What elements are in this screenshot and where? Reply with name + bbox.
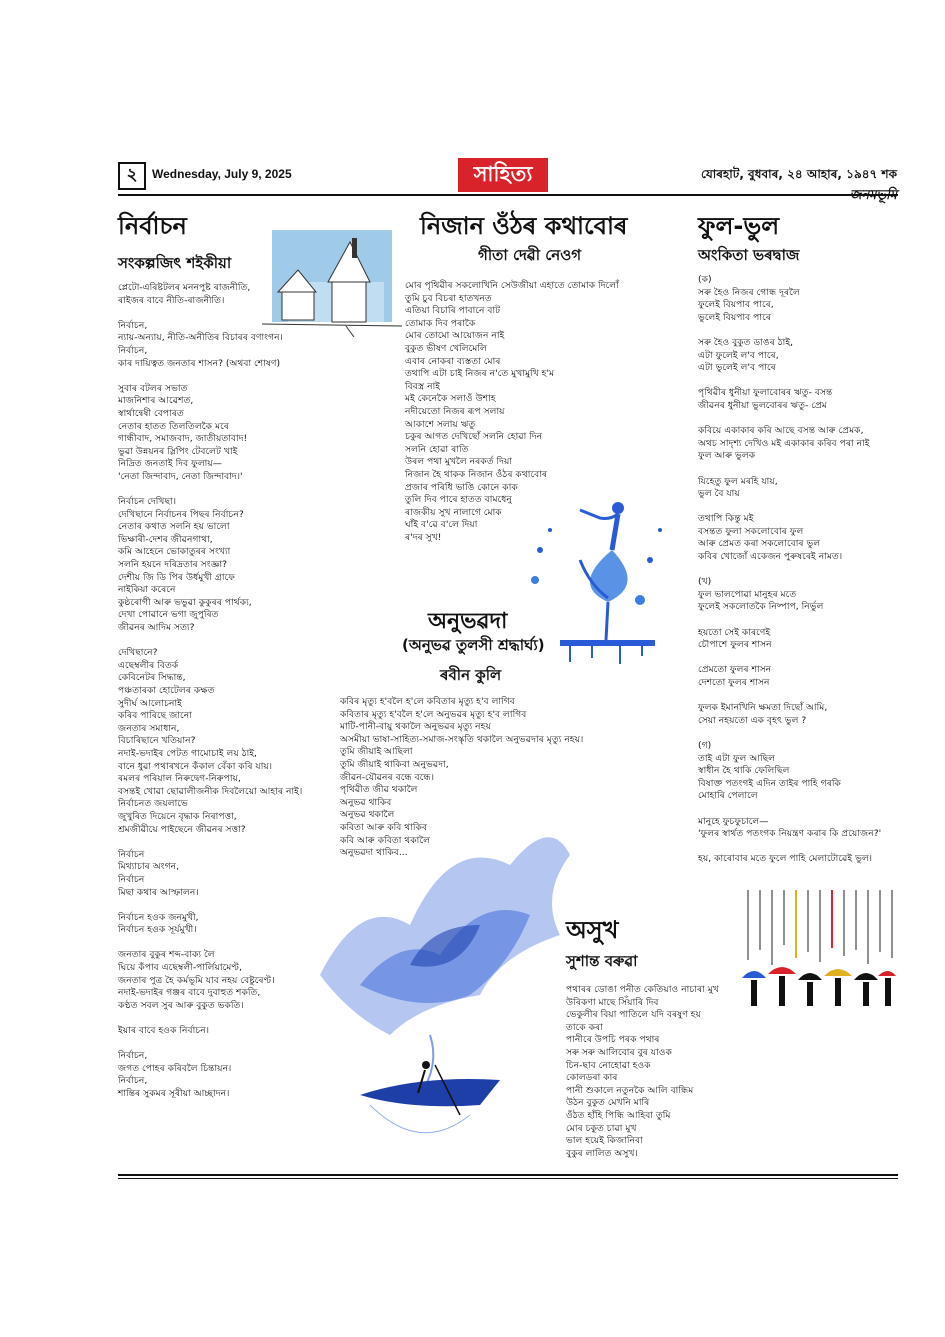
poem5-title: অসুখ	[566, 916, 619, 944]
date-english: Wednesday, July 9, 2025	[152, 167, 292, 181]
poem2-body: মোৰ পৃথিৱীৰ সকলোখিনি সেউজীয়া এহাতে তোমাক দিলোঁ তুমি চুব বিচৰা হাতখনত এতিয়া বিচাৰি পাবানে বাট তোমাক দিব পৰাকৈ মোৰ তোমো আয়োজন নাই বুকুত ভীষণ খেলিমেলি এবাৰ নোকৰা ব্যস্ততা মোৰ তথাপি এটা চাই নিজৰ ন'তে মুখামুখি হ'ম বিবস্ত্ৰ নাই মই কেনেকৈ সলাওঁ উশাহ নদীয়েতো নিজৰ ৰূপ সলায় আকাশে সলায় ঋতু চকুৰ আগত দেখিছোঁ সলনি হোৱা দিন সলনি হোৱা ৰাতি উৰল পথা মুখলৈ নৰকৰ্ত দিয়া নিজান হৈ থাকক নিজান ওঁঠৰ কথাবোৰ প্ৰজাৰ পৰিধি ভাঙি কোনে কাক তুলি দিব পাৰে হাতত বামধেনু ৰাজকীয় সুখ নালাগে মোক ঘাঁই ব'ৱে ব'লে দিয়া ৰ'দৰ সুখ!	[405, 280, 619, 543]
header-rule	[118, 194, 898, 196]
footer-rule-thin	[118, 1178, 898, 1179]
poem2-author: গীতা দেৱী নেওগ	[478, 246, 582, 264]
poem2-title: নিজান ওঁঠৰ কথাবোৰ	[420, 212, 628, 240]
sketch-houses-image	[258, 222, 406, 337]
section-banner: সাহিত্য	[458, 158, 548, 192]
poem1-author: সংকল্পজিৎ শইকীয়া	[118, 254, 232, 272]
poem5-body: পথাৰৰ ডোঙা পনীত কেতিয়াও নাচাৰা মুখ উৰিকণা মাছে সিঁয়াৰি দিব ভেকুলীৰ বিয়া পাতিলে যদি বৰষুণ হয় তাকে কৰা পানীৰে উপচি পৰক পথাৰ সৰু সৰু আলিবোৰ বুৰ যাওক চিন-ছাব নোহোৱা হওক কোলডৰা কাৰ পানী শুকালে নতুনকৈ আলি বান্ধিম উঠন বুকুত মেখনি মাৰি ওঁঠত হাঁহি পিন্ধি আহিবা তুমি মোৰ চকুত চাৱা মুখ ভাল হয়েই কিজানিবা বুকুৰ লালিত অসুখ।	[566, 984, 719, 1159]
boat-wave-image	[300, 775, 580, 1175]
poem3-author: ৰবীন কুলি	[440, 666, 502, 684]
poem4-author: অংকিতা ভৰদ্বাজ	[698, 246, 800, 264]
poem1-body: প্লেটো-এৰিষ্টটলৰ মননপুষ্ট ৰাজনীতি, ৰাইজৰ বাবে নীতি-ৰাজনীতি। নিৰ্বাচন, ন্যায়-অন্যায়, নীতি-অনীতিৰ বিচাৰৰ বণাংগন। নিৰ্বাচন, কাৰ দায়িত্বত জনতাৰ শাসন? (অথবা শোষণ) সুবাৰ বটলৰ সভাত মাজনিশাৰ আৱেশত, স্বাৰ্থান্বেষী বেপাৰত নেতাৰ হাতত তিলতিলকৈ মৰে গান্ধীবাদ, সমাজবাদ, জাতীয়তাবাদ! ভুৱা উন্নয়নৰ স্লিপিং টেবলেট খাই নিদ্ৰিত জনতাই দিব ফুলায়— 'নেতা জিন্দাবাদ, নেতা জিন্দাবাদ।' নিৰ্বাচন দেখিছা। দেখিছানে নিৰ্বাচনৰ পিছৰ নিৰ্বাচন? নেতাৰ কথাত সলনি হয় ভালো ভিক্ষাৰী-দেশৰ জীৱনগাথা, কমি আহেনে ভোকাতুৰৰ সংখ্যা সলনি হয়নে দৰিদ্ৰতাৰ সংজ্ঞা? দেশীয় জি ডি পিৰ উৰ্ধমুখী গ্ৰাফে নাইকিয়া কৰেনে কুষ্ঠৰোগী আৰু ভভুৱা কুকুৰৰ পাৰ্থক্য, দেখা পোৱানে ভগা জুপুৰিত জীৱনৰ আদিম সত্য? দেখিছানে? এছেম্বলীৰ বিতৰ্ক কেবিনেটৰ সিদ্ধান্ত, পঞ্চতাৰকা হোটেলৰ কক্ষত সুদীৰ্ঘ আলোচনাই কৰিব পাৰিছে জানো জনতাৰ সমাধান, বিচাৰিছানে খতিয়ান? নদাই-ভদাইৰ পেটত গামোচাই লয় ঠাই, বানে ধুৱা পথাৰখনে কঁকাল বেঁকা কৰি যায়। ৰমলৰ পৰিয়াল নিৰুদ্বেগ-নিৰুপায়, বসন্তই খোৱা ছোৱালীজনীক দিবলৈয়ো আহাৰ নাই। নিৰ্বাচনত জয়লাভে জুখুৰিত দিয়েনে বৃদ্ধাক নিৰাপত্তা, শ্ৰমজীৱীয়ে পাইছেনে জীৱনৰ সত্তা? নিৰ্বাচন মিথ্যাচাৰ অংগন, নিৰ্বাচন মিছা কথাৰ আস্ফালন। নিৰ্বাচন হওক জনমুখী, নিৰ্বাচন হওক সূৰ্যমুখী। জনতাৰ বুকুৰ শব্দ-বাক্য লৈ ঘিয়ে কঁপাব এছেম্বলী-পাৰ্লিয়ামেণ্ট, জনতাৰ পুত্ৰ হৈ কৰ্মভূমি যাব নহয় বেষ্টুৰেণ্ট। নদাই-ভদাইৰ গঞ্জৰ বাবে দুবাহুত শকতি, কণ্ঠত সবল সুৰ আৰু বুকুত ভকতি। ইয়াৰ বাবে হওক নিৰ্বাচন। নিৰ্বাচন, জগত পোহৰ কৰিবলৈ চিন্তায়ন। নিৰ্বাচন, শান্তিৰ সুকমৰ সূৰীয়া আচ্ছাদন।	[118, 282, 303, 1099]
poem3-body: কবিৰ মৃত্যু হ'বলৈ হ'লে কবিতাৰ মৃত্যু হ'ব লাগিব কবিতাৰ মৃত্যু হ'বলৈ হ'লে অনুভৱৰ মৃত্যু হ'ব লাগিব মাটি-পানী-বায়ু থকালৈ অনুভৱৰ মৃত্যু নহয় অসমীয়া ভাষা-সাহিত্য-সমাজ-সংস্কৃতি থকালৈ অনুভৱদাৰ মৃত্যু নহয়। তুমি জীয়াই আছিলা তুমি জীয়াই থাকিবা অনুভৱদা, জীৱন-যৌৱনৰ বন্ধে বন্ধে। পৃথিৱীত জীৱ থকালৈ অনুভৱ থাকিব অনুভৱ থকালৈ কবিতা আৰু কবি থাকিব কবি আৰু কবিতা থকালৈ অনুভৱদা থাকিব...	[340, 696, 584, 859]
poem1-title: নিৰ্বাচন	[118, 212, 187, 240]
dateline-assamese: যোৰহাট, বুধবাৰ, ২৪ আহাৰ, ১৯৪৭ শক	[700, 167, 897, 181]
poem3-title: অনুভৱদা	[428, 609, 508, 634]
footer-rule	[118, 1174, 898, 1176]
poem4-body: (ক) সৰু হৈও নিজৰ গোন্ধ দূৰলৈ ফুলেই বিয়পাব পাৰে, ভুলেই বিয়পাব পাৰে সৰু হৈও বুকুত ডাঙৰ ঠাই, এটা ফুলেই ল'ব পাৰে, এটা ভুলেই ল'ব পাৰে পৃথিৱীৰ ধুনীয়া ফুলাবোৰৰ ঋতু- বসন্ত জীৱনৰ ধুনীয়া ভুলবোৰৰ ঋতু- প্ৰেম কবিয়ে একাকাৰ কৰি আছে বসন্ত আৰু প্ৰেমক, অথচ সাদৃশ্য দেখিও মই একাকাৰ কৰিব পৰা নাই ফুল আৰু ভুলক যিহেতু ফুল মৰহি যায়, ভুল বৈ যায় তথাপি কিন্তু মই বসন্তত ফুলা সকলোবোৰ ফুল আৰু প্ৰেমত কৰা সকলোবোৰ ভুল কবিৰ খোজোঁ একেজন পুৰুষৰেই নামত। (খ) ফুল ভালপোৱা মানুহৰ মতে ফুলেই সকলোতকৈ নিষ্পাপ, নিৰ্ভুল হয়তো সেই কাৰণেই চৌপাশে ফুলৰ শাসন প্ৰেমতো ফুলৰ শাসন দেশতো ফুলৰ শাসন ফুলক ইমানখিনি ক্ষমতা দিছোঁ আমি, সেয়া নহয়তো এক বৃহৎ ভুল ? (গ) তাই এটা ফুল আছিল স্বাধীন হৈ থাকি ফেলিছিল বিষাক্ত পতংগই এদিন তাইৰ পাহি গৰকি মোহাৰি পেলালে মানুহে ফুচফুচালে— 'ফুলৰ স্বাৰ্থত পতংগক নিয়ন্ত্ৰণ কৰাৰ কি প্ৰয়োজন?' হয়, কাৰোবাৰ মতে ফুলে পাহি মেলাটোৱেই ভুল।	[698, 274, 882, 865]
poem5-author: সুশান্ত বৰুৱা	[566, 952, 638, 970]
poem4-title: ফুল-ভুল	[698, 212, 780, 240]
brand-logo	[850, 186, 897, 207]
page-number: ২	[118, 162, 146, 190]
poem3-subtitle: (অনুভৱ তুলসী শ্ৰদ্ধাৰ্ঘ্য)	[402, 636, 545, 654]
